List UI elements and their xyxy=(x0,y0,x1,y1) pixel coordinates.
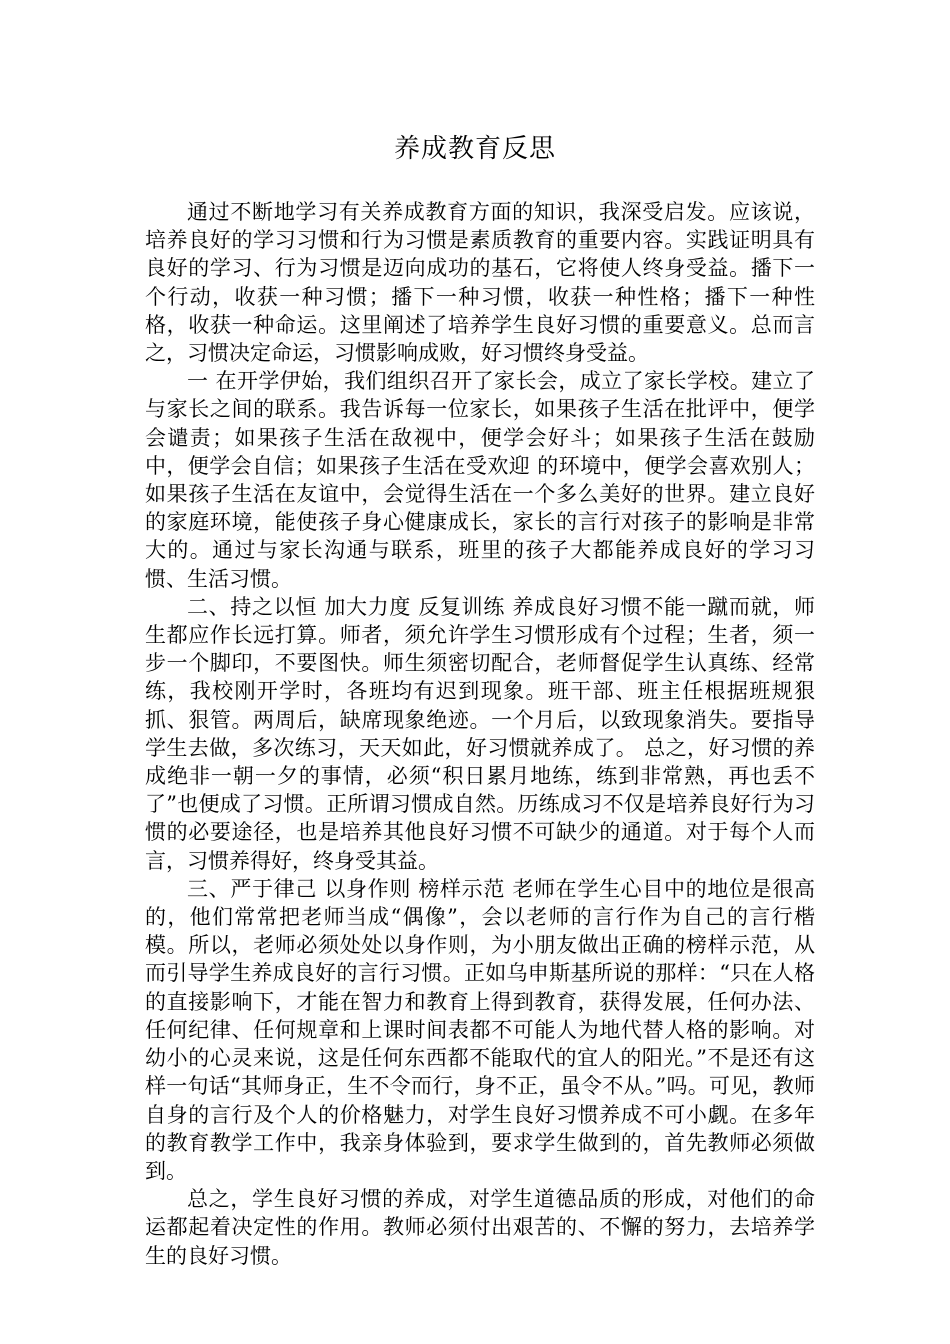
paragraph-intro: 通过不断地学习有关养成教育方面的知识，我深受启发。应该说，培养良好的学习习惯和行为习惯是素质教育的重要内容。实践证明具有良好的学习、行为习惯是迈向成功的基石，它将使人终身受益。播下一个行动，收获一种习惯；播下一种习惯，收获一种性格；播下一种性格，收获一种命运。这里阐述了培养学生良好习惯的重要意义。总而言之，习惯决定命运，习惯影响成败，好习惯终身受益。 xyxy=(145,200,815,366)
paragraph-section-one: 一 在开学伊始，我们组织召开了家长会，成立了家长学校。建立了与家长之间的联系。我告诉每一位家长，如果孩子生活在批评中，便学会谴责；如果孩子生活在敌视中，便学会好斗；如果孩子生活在鼓励中，便学会自信；如果孩子生活在受欢迎 的环境中，便学会喜欢别人；如果孩子生活在友谊中，会觉得生活在一个多么美好的世界。建立良好的家庭环境，能使孩子身心健康成长，家长的言行对孩子的影响是非常大的。通过与家长沟通与联系，班里的孩子大都能养成良好的学习习惯、生活习惯。 xyxy=(145,369,815,591)
paragraph-section-two: 二、持之以恒 加大力度 反复训练 养成良好习惯不能一蹴而就，师生都应作长远打算。师者，须允许学生习惯形成有个过程；生者，须一步一个脚印，不要图快。师生须密切配合，老师督促学生认真练、经常练，我校刚开学时，各班均有迟到现象。班干部、班主任根据班规狠抓、狠管。两周后，缺席现象绝迹。一个月后，以致现象消失。要指导学生去做，多次练习，天天如此，好习惯就养成了。 总之，好习惯的养成绝非一朝一夕的事情，必须“积日累月地练，练到非常熟，再也丢不了”也便成了习惯。正所谓习惯成自然。历练成习不仅是培养良好行为习惯的必要途径，也是培养其他良好习惯不可缺少的通道。对于每个人而言，习惯养得好，终身受其益。 xyxy=(145,594,815,873)
paragraph-conclusion: 总之，学生良好习惯的养成，对学生道德品质的形成，对他们的命运都起着决定性的作用。教师必须付出艰苦的、不懈的努力，去培养学生的良好习惯。 xyxy=(145,1187,815,1268)
document-body xyxy=(145,198,815,1270)
document-title: 养成教育反思 xyxy=(393,134,556,164)
paragraph-section-three: 三、严于律己 以身作则 榜样示范 老师在学生心目中的地位是很高的，他们常常把老师当成“偶像”，会以老师的言行作为自己的言行楷模。所以，老师必须处处以身作则，为小朋友做出正确的榜样示范，从而引导学生养成良好的言行习惯。正如乌申斯基所说的那样：“只在人格的直接影响下，才能在智力和教育上得到教育，获得发展，任何办法、任何纪律、任何规章和上课时间表都不可能人为地代替人格的影响。对幼小的心灵来说，这是任何东西都不能取代的宜人的阳光。”不是还有这样一句话“其师身正，生不令而行，身不正，虽令不从。”吗。可见，教师自身的言行及个人的价格魅力，对学生良好习惯养成不可小觑。在多年的教育教学工作中，我亲身体验到，要求学生做到的，首先教师必须做到。 xyxy=(145,876,815,1183)
